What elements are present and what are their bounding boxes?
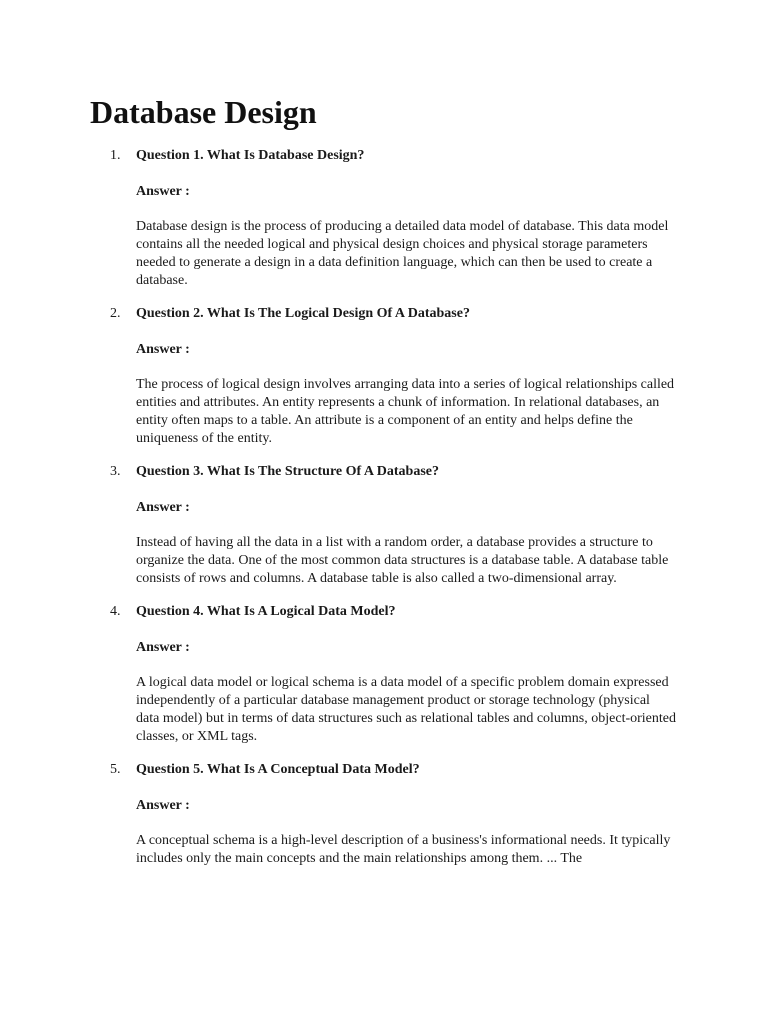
question-heading: Question 3. What Is The Structure Of A Database? [136,464,439,479]
qa-item-3 [0,462,768,588]
answer-label: Answer : [136,640,190,655]
qa-body [136,760,676,868]
item-number: 2. [110,306,121,321]
item-number: 4. [110,604,121,619]
qa-item-4 [0,602,768,746]
answer-label: Answer : [136,184,190,199]
answer-label: Answer : [136,798,190,813]
answer-text: Instead of having all the data in a list with a random order, a database provides a structure to organize the data. One of the most common data structures is a database table. A database table consists of rows and columns. A database table is also called a two-dimensional array. [136,535,669,586]
question-heading: Question 4. What Is A Logical Data Model? [136,604,396,619]
item-number: 3. [110,464,121,479]
qa-item-2 [0,304,768,448]
page-title: Database Design [90,94,317,130]
item-number: 1. [110,148,121,163]
question-heading: Question 2. What Is The Logical Design Of A Database? [136,306,470,321]
qa-body [136,304,676,448]
qa-item-5 [0,760,768,868]
answer-label: Answer : [136,500,190,515]
answer-text: A conceptual schema is a high-level description of a business's informational needs. It typically includes only the main concepts and the main relationships among them. ... The [136,833,671,866]
answer-text: The process of logical design involves arranging data into a series of logical relationships called entities and attributes. An entity represents a chunk of information. In relational databases, an entity often maps to a table. An attribute is a component of an entity and helps define the uniqueness of the entity. [136,377,675,446]
qa-body [136,462,676,588]
item-number: 5. [110,762,121,777]
qa-body [136,602,676,746]
qa-body [136,146,676,290]
answer-text: Database design is the process of producing a detailed data model of database. This data model contains all the needed logical and physical design choices and physical storage parameters needed to generate a design in a data definition language, which can then be used to create a database. [136,219,669,288]
qa-item-1 [0,146,768,290]
question-heading: Question 1. What Is Database Design? [136,148,365,163]
qa-list [0,146,768,882]
answer-text: A logical data model or logical schema is a data model of a specific problem domain expressed independently of a particular database management product or storage technology (physical data model) but in terms of data structures such as relational tables and columns, object-oriented classes, or XML tags. [136,675,676,744]
answer-label: Answer : [136,342,190,357]
question-heading: Question 5. What Is A Conceptual Data Model? [136,762,420,777]
